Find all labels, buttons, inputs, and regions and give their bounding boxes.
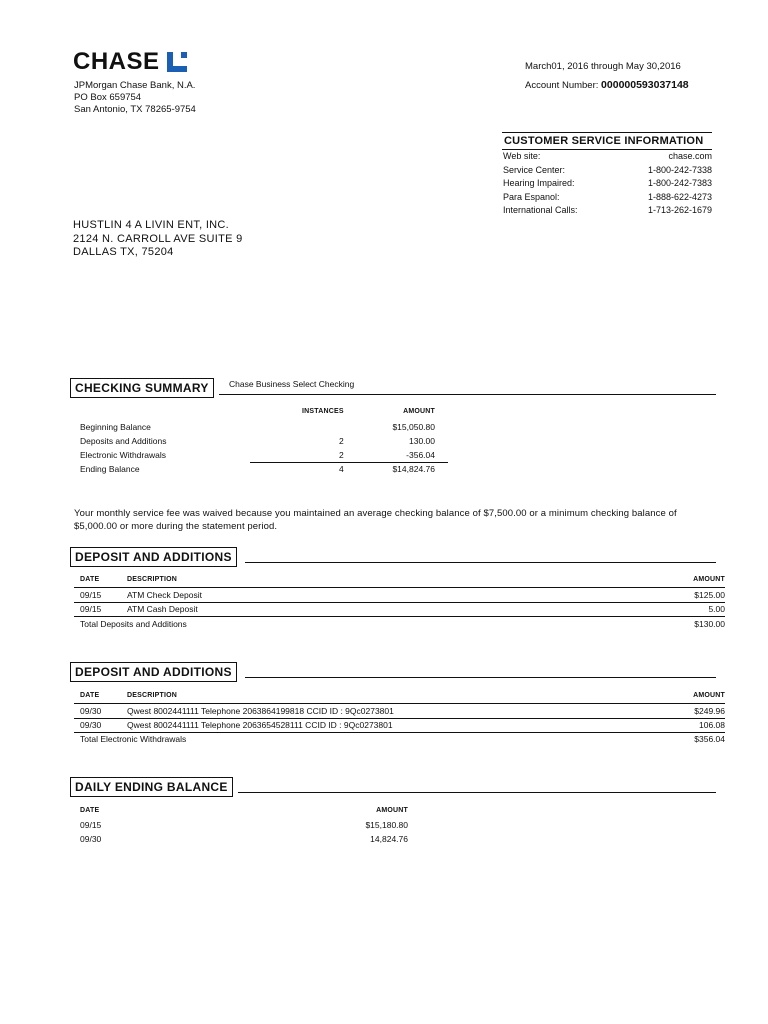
summary-label: Deposits and Additions [80, 436, 167, 446]
summary-amount: $14,824.76 [392, 464, 435, 474]
bank-address [74, 80, 196, 116]
withdrawals-total-amount: $356.04 [694, 734, 725, 744]
customer-service-label: Service Center: [503, 164, 566, 175]
row-description: ATM Check Deposit [127, 590, 202, 600]
row-date: 09/15 [80, 604, 102, 614]
table-row [74, 818, 408, 832]
summary-instances: 4 [339, 464, 344, 474]
col-amount: AMOUNT [403, 408, 435, 415]
col-amount: AMOUNT [376, 807, 408, 814]
customer-service-label: Para Espanol: [503, 191, 560, 202]
customer-address [73, 219, 243, 260]
summary-label: Beginning Balance [80, 422, 151, 432]
col-date: DATE [80, 692, 100, 699]
row-date: 09/15 [80, 590, 102, 600]
row-date: 09/15 [80, 820, 102, 830]
bank-city: San Antonio, TX 78265-9754 [74, 104, 196, 115]
summary-amount: $15,050.80 [392, 422, 435, 432]
customer-service-value: 1-713-262-1679 [647, 205, 712, 216]
summary-row [80, 420, 450, 434]
deposits-title: DEPOSIT AND ADDITIONS [70, 547, 237, 567]
bank-po-box: PO Box 659754 [74, 92, 142, 103]
checking-summary-table [80, 405, 450, 480]
customer-line-2: 2124 N. CARROLL AVE SUITE 9 [73, 232, 243, 245]
col-amount: AMOUNT [693, 576, 725, 583]
summary-label: Electronic Withdrawals [80, 450, 166, 460]
customer-service-row [502, 164, 712, 178]
row-amount: $125.00 [694, 590, 725, 600]
customer-service-row [502, 150, 712, 164]
customer-service-row [502, 191, 712, 205]
table-row [74, 602, 725, 616]
withdrawals-table [74, 690, 725, 746]
customer-service-value: 1-888-622-4273 [647, 191, 712, 202]
row-amount: $15,180.80 [365, 820, 408, 830]
statement-period: March01, 2016 through May 30,2016 [525, 61, 681, 72]
bank-name: JPMorgan Chase Bank, N.A. [74, 80, 196, 91]
col-instances: INSTANCES [302, 408, 344, 415]
col-description: DESCRIPTION [127, 692, 178, 699]
row-amount: $249.96 [694, 706, 725, 716]
chase-octagon-icon [166, 51, 188, 73]
customer-line-3: DALLAS TX, 75204 [73, 246, 174, 258]
chase-logo [73, 48, 188, 76]
customer-service-title: CUSTOMER SERVICE INFORMATION [502, 132, 712, 150]
customer-service-row [502, 204, 712, 218]
customer-service-value: 1-800-242-7338 [647, 164, 712, 175]
customer-service-rows [502, 150, 712, 218]
summary-row [80, 462, 450, 476]
table-row [74, 718, 725, 732]
row-description: Qwest 8002441111 Telephone 2063654528111 CCID ID : 9Qc0273801 [127, 720, 393, 730]
customer-service-label: Web site: [503, 151, 541, 161]
row-date: 09/30 [80, 720, 102, 730]
summary-label: Ending Balance [80, 464, 140, 474]
summary-instances: 2 [339, 436, 344, 446]
logo-text: CHASE [73, 48, 160, 75]
deposits-total-row [74, 617, 725, 631]
summary-row [80, 448, 450, 462]
row-description: Qwest 8002441111 Telephone 2063864199818 CCID ID : 9Qc0273801 [127, 706, 394, 716]
deposits-table [74, 574, 725, 630]
summary-total-rule [250, 462, 448, 463]
summary-row [80, 434, 450, 448]
customer-service-value: 1-800-242-7383 [647, 178, 712, 189]
withdrawals-total-label: Total Electronic Withdrawals [80, 734, 187, 744]
customer-service-label: Hearing Impaired: [503, 178, 575, 189]
col-date: DATE [80, 807, 100, 814]
customer-service-row [502, 177, 712, 191]
col-description: DESCRIPTION [127, 576, 178, 583]
summary-amount: -356.04 [406, 450, 435, 460]
customer-line-1: HUSTLIN 4 A LIVIN ENT, INC. [73, 219, 230, 231]
row-date: 09/30 [80, 706, 102, 716]
table-row [74, 704, 725, 718]
summary-amount: 130.00 [409, 436, 435, 446]
daily-balance-rule [238, 792, 716, 793]
checking-summary-title: CHECKING SUMMARY [70, 378, 214, 398]
checking-product-name: Chase Business Select Checking [229, 379, 355, 389]
daily-balance-table [74, 805, 408, 850]
deposits-total-label: Total Deposits and Additions [80, 619, 187, 629]
withdrawals-rule [245, 677, 716, 678]
deposits-total-amount: $130.00 [694, 619, 725, 629]
table-row [74, 832, 408, 846]
fee-waiver-note: Your monthly service fee was waived because you maintained an average checking balance of $7,500.00 or a minimum checking balance of $5,000.00 or more during the statement period. [74, 508, 677, 532]
withdrawals-total-row [74, 732, 725, 746]
daily-balance-title: DAILY ENDING BALANCE [70, 777, 233, 797]
row-amount: 5.00 [708, 604, 725, 614]
row-amount: 106.08 [699, 720, 725, 730]
account-number-line [525, 79, 689, 91]
row-amount: 14,824.76 [370, 834, 408, 844]
table-row [74, 588, 725, 602]
col-amount: AMOUNT [693, 692, 725, 699]
account-number: 000000593037148 [601, 79, 689, 91]
withdrawals-title: DEPOSIT AND ADDITIONS [70, 662, 237, 682]
checking-summary-rule [219, 394, 716, 395]
customer-service-value: chase.com [668, 151, 712, 161]
row-description: ATM Cash Deposit [127, 604, 198, 614]
row-date: 09/30 [80, 834, 102, 844]
customer-service-label: International Calls: [503, 205, 578, 216]
col-date: DATE [80, 576, 100, 583]
customer-service-info [502, 132, 712, 218]
account-label: Account Number: [525, 80, 599, 91]
deposits-rule [245, 562, 716, 563]
summary-instances: 2 [339, 450, 344, 460]
